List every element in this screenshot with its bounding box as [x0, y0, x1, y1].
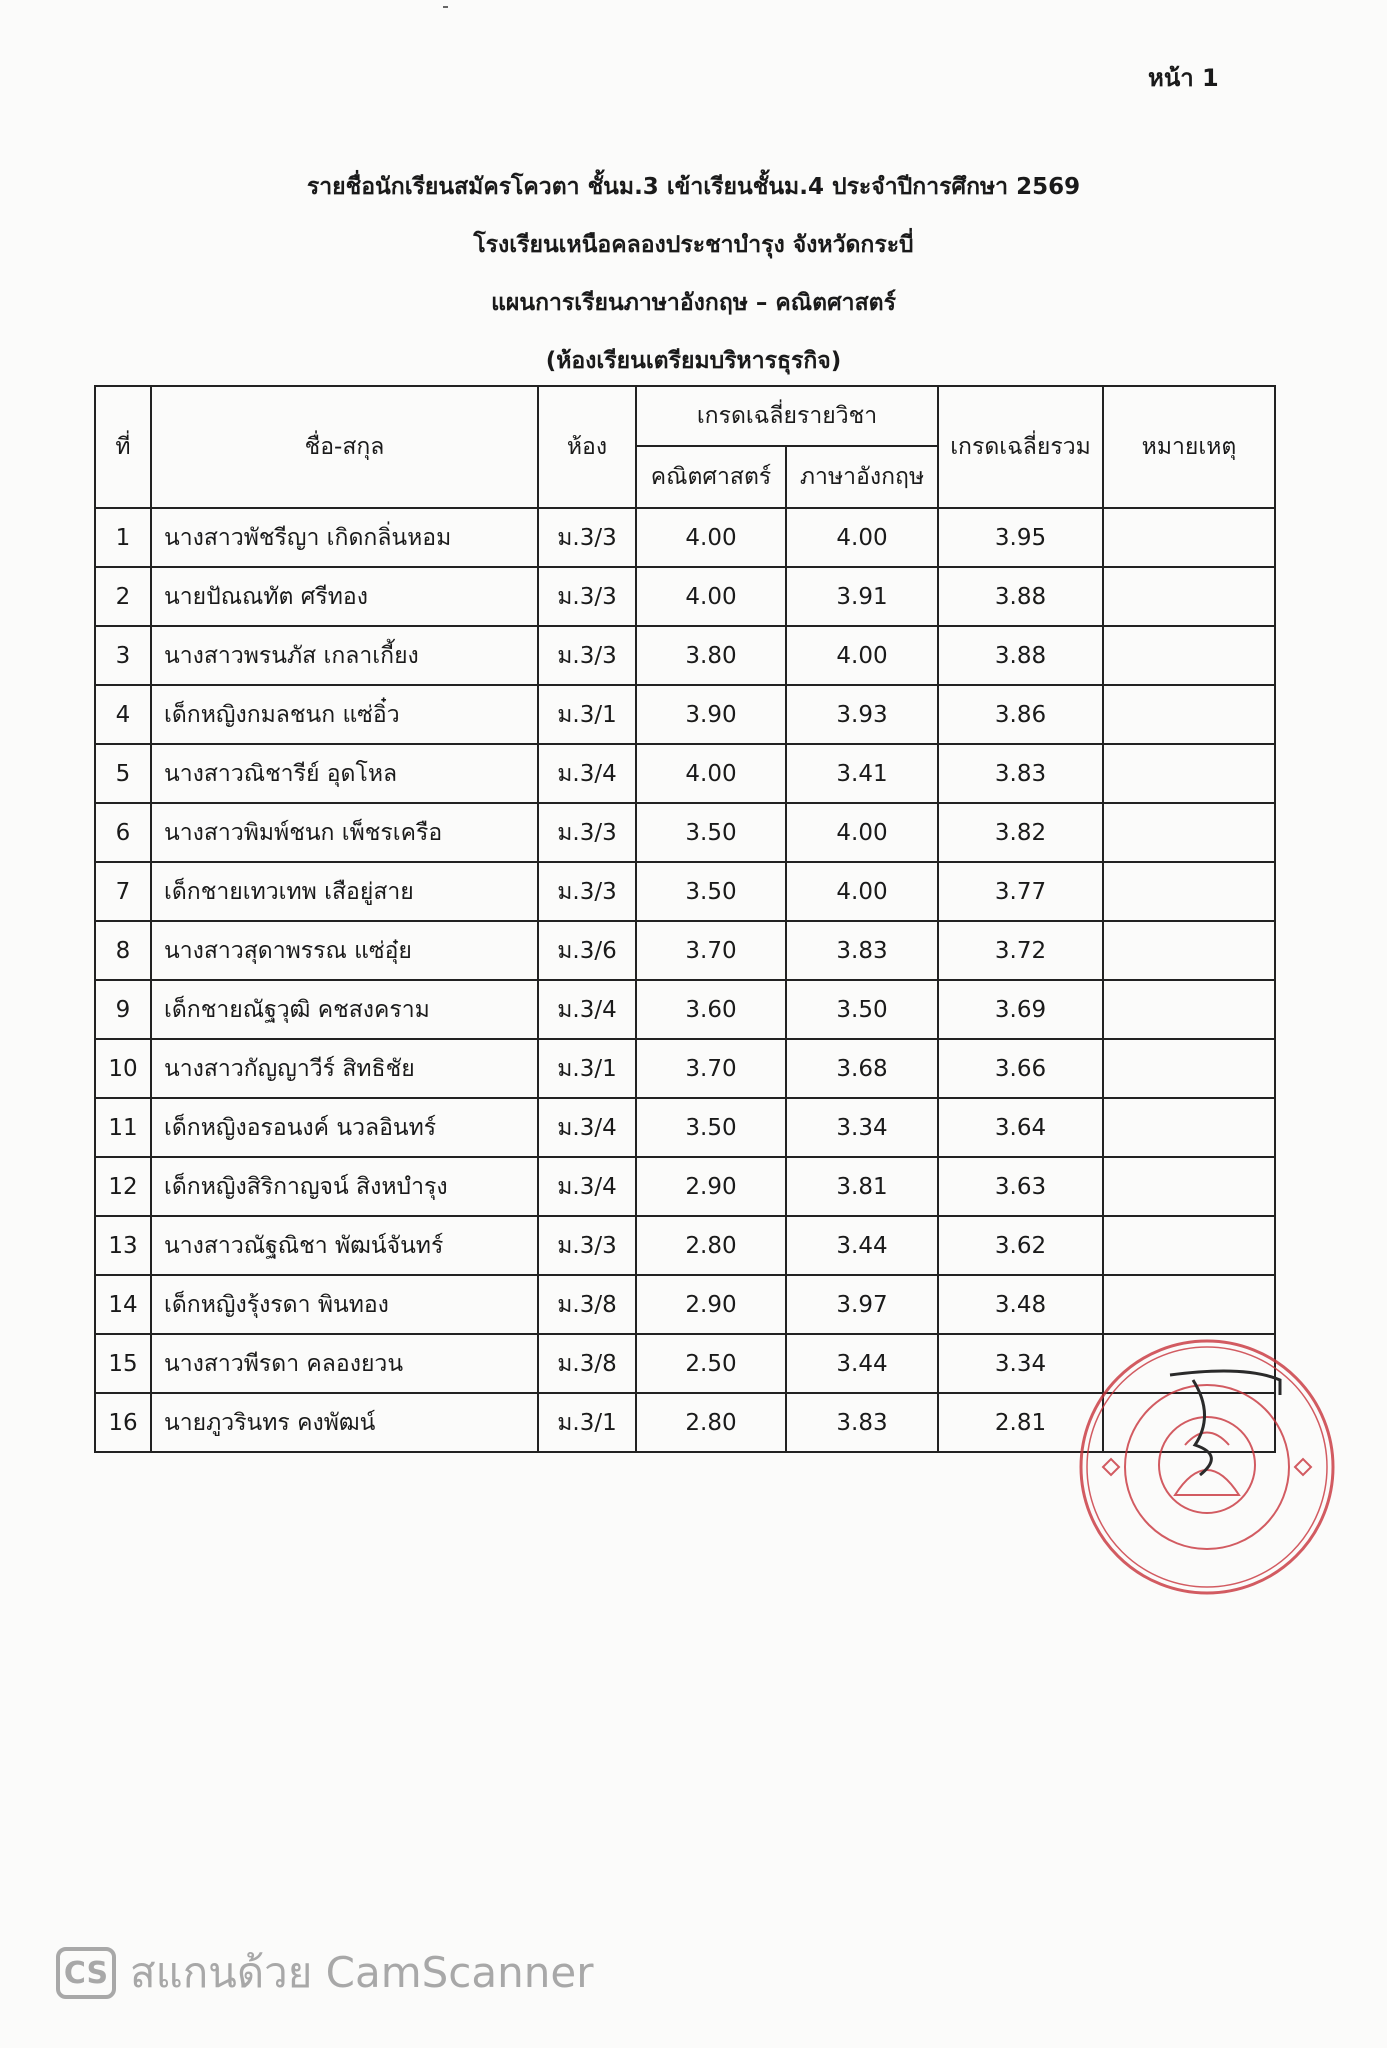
cell-name: นางสาวสุดาพรรณ แซ่อุ๋ย: [151, 921, 538, 980]
cell-overall: 3.66: [938, 1039, 1103, 1098]
cell-overall: 3.34: [938, 1334, 1103, 1393]
page-number: หน้า 1: [1148, 64, 1219, 92]
cell-name: นางสาวพัชรีญา เกิดกลิ่นหอม: [151, 508, 538, 567]
cell-name: นางสาวกัญญาวีร์ สิทธิชัย: [151, 1039, 538, 1098]
cell-english: 3.50: [786, 980, 938, 1039]
title-line-3: แผนการเรียนภาษาอังกฤษ – คณิตศาสตร์: [491, 290, 896, 316]
table-row: [95, 744, 1275, 803]
cell-remark: [1103, 1039, 1275, 1098]
cell-no: 5: [95, 744, 151, 803]
cell-name: เด็กหญิงอรอนงค์ นวลอินทร์: [151, 1098, 538, 1157]
cell-math: 2.80: [636, 1216, 786, 1275]
cell-overall: 3.88: [938, 626, 1103, 685]
camscanner-watermark: [56, 1940, 593, 2006]
cell-no: 12: [95, 1157, 151, 1216]
table-row: [95, 1275, 1275, 1334]
table-row: [95, 803, 1275, 862]
cell-math: 3.80: [636, 626, 786, 685]
cell-room: ม.3/1: [538, 1393, 636, 1452]
cell-remark: [1103, 1275, 1275, 1334]
cell-name: นายภูวรินทร คงพัฒน์: [151, 1393, 538, 1452]
cell-english: 3.83: [786, 1393, 938, 1452]
cell-math: 3.50: [636, 803, 786, 862]
cell-name: นายปัณณทัต ศรีทอง: [151, 567, 538, 626]
cell-math: 3.60: [636, 980, 786, 1039]
camscanner-text: สแกนด้วย CamScanner: [130, 1948, 594, 1997]
cell-no: 6: [95, 803, 151, 862]
table-row: [95, 921, 1275, 980]
title-line-2: โรงเรียนเหนือคลองประชาบำรุง จังหวัดกระบี่: [473, 232, 914, 258]
cell-math: 2.50: [636, 1334, 786, 1393]
cell-no: 8: [95, 921, 151, 980]
table-row: [95, 626, 1275, 685]
cell-overall: 3.82: [938, 803, 1103, 862]
cell-math: 4.00: [636, 744, 786, 803]
table-row: [95, 1157, 1275, 1216]
cell-no: 16: [95, 1393, 151, 1452]
cell-room: ม.3/3: [538, 508, 636, 567]
cell-overall: 3.63: [938, 1157, 1103, 1216]
cell-room: ม.3/8: [538, 1334, 636, 1393]
table-row: [95, 1098, 1275, 1157]
cell-overall: 3.86: [938, 685, 1103, 744]
cell-english: 4.00: [786, 803, 938, 862]
camscanner-logo: CS: [56, 1947, 116, 1999]
cell-overall: 3.83: [938, 744, 1103, 803]
cell-math: 2.90: [636, 1157, 786, 1216]
cell-overall: 3.95: [938, 508, 1103, 567]
cell-room: ม.3/3: [538, 803, 636, 862]
table-body: [95, 508, 1275, 1452]
cell-english: 4.00: [786, 508, 938, 567]
cell-no: 3: [95, 626, 151, 685]
cell-math: 3.70: [636, 1039, 786, 1098]
cell-no: 2: [95, 567, 151, 626]
cell-room: ม.3/1: [538, 685, 636, 744]
cell-room: ม.3/4: [538, 744, 636, 803]
school-seal-stamp: [1075, 1335, 1340, 1600]
cell-no: 11: [95, 1098, 151, 1157]
scan-speck: [443, 6, 448, 8]
table-row: [95, 862, 1275, 921]
cell-english: 3.34: [786, 1098, 938, 1157]
header-remark: หมายเหตุ: [1103, 386, 1275, 508]
cell-room: ม.3/4: [538, 980, 636, 1039]
cell-room: ม.3/8: [538, 1275, 636, 1334]
cell-english: 3.41: [786, 744, 938, 803]
title-line-1: รายชื่อนักเรียนสมัครโควตา ชั้นม.3 เข้าเรียนชั้นม.4 ประจำปีการศึกษา 2569: [306, 174, 1081, 200]
cell-name: นางสาวพิมพ์ชนก เพ็ชรเครือ: [151, 803, 538, 862]
header-english: ภาษาอังกฤษ: [786, 446, 938, 508]
cell-name: เด็กชายณัฐวุฒิ คชสงคราม: [151, 980, 538, 1039]
cell-name: นางสาวณิชารีย์ อุดโหล: [151, 744, 538, 803]
cell-english: 3.97: [786, 1275, 938, 1334]
cell-math: 3.50: [636, 862, 786, 921]
cell-remark: [1103, 744, 1275, 803]
cell-no: 4: [95, 685, 151, 744]
cell-english: 3.83: [786, 921, 938, 980]
cell-math: 3.50: [636, 1098, 786, 1157]
cell-english: 3.91: [786, 567, 938, 626]
cell-name: เด็กชายเทวเทพ เสือยู่สาย: [151, 862, 538, 921]
table-row: [95, 980, 1275, 1039]
cell-name: เด็กหญิงสิริกาญจน์ สิงหบำรุง: [151, 1157, 538, 1216]
cell-english: 4.00: [786, 862, 938, 921]
cell-overall: 3.88: [938, 567, 1103, 626]
cell-english: 3.44: [786, 1216, 938, 1275]
cell-english: 3.81: [786, 1157, 938, 1216]
cell-overall: 3.64: [938, 1098, 1103, 1157]
cell-remark: [1103, 567, 1275, 626]
document-header: [0, 158, 1387, 390]
cell-room: ม.3/3: [538, 567, 636, 626]
cell-room: ม.3/4: [538, 1098, 636, 1157]
cell-remark: [1103, 685, 1275, 744]
cell-overall: 3.72: [938, 921, 1103, 980]
cell-remark: [1103, 921, 1275, 980]
cell-remark: [1103, 1157, 1275, 1216]
cell-math: 3.90: [636, 685, 786, 744]
student-grades-table: [94, 385, 1276, 1453]
table-row: [95, 567, 1275, 626]
cell-math: 3.70: [636, 921, 786, 980]
cell-remark: [1103, 1098, 1275, 1157]
cell-no: 7: [95, 862, 151, 921]
cell-math: 4.00: [636, 567, 786, 626]
cell-overall: 3.69: [938, 980, 1103, 1039]
cell-english: 3.93: [786, 685, 938, 744]
cell-math: 2.90: [636, 1275, 786, 1334]
table-row: [95, 508, 1275, 567]
cell-remark: [1103, 980, 1275, 1039]
cell-remark: [1103, 626, 1275, 685]
cell-name: เด็กหญิงกมลชนก แซ่อิ๋ว: [151, 685, 538, 744]
cell-name: นางสาวพีรดา คลองยวน: [151, 1334, 538, 1393]
cell-english: 4.00: [786, 626, 938, 685]
cell-no: 1: [95, 508, 151, 567]
cell-name: นางสาวณัฐณิชา พัฒน์จันทร์: [151, 1216, 538, 1275]
table-row: [95, 1216, 1275, 1275]
header-subject-group: เกรดเฉลี่ยรายวิชา: [636, 386, 938, 446]
cell-english: 3.68: [786, 1039, 938, 1098]
table-row: [95, 1039, 1275, 1098]
header-overall: เกรดเฉลี่ยรวม: [938, 386, 1103, 508]
cell-overall: 3.77: [938, 862, 1103, 921]
cell-room: ม.3/4: [538, 1157, 636, 1216]
cell-no: 15: [95, 1334, 151, 1393]
cell-no: 9: [95, 980, 151, 1039]
cell-overall: 2.81: [938, 1393, 1103, 1452]
cell-remark: [1103, 1216, 1275, 1275]
cell-remark: [1103, 508, 1275, 567]
cell-math: 2.80: [636, 1393, 786, 1452]
cell-room: ม.3/3: [538, 862, 636, 921]
cell-english: 3.44: [786, 1334, 938, 1393]
cell-name: นางสาวพรนภัส เกลาเกี้ยง: [151, 626, 538, 685]
cell-name: เด็กหญิงรุ้งรดา พินทอง: [151, 1275, 538, 1334]
header-no: ที่: [95, 386, 151, 508]
cell-remark: [1103, 862, 1275, 921]
title-line-4: (ห้องเรียนเตรียมบริหารธุรกิจ): [545, 348, 842, 374]
header-name: ชื่อ-สกุล: [151, 386, 538, 508]
cell-room: ม.3/3: [538, 1216, 636, 1275]
cell-no: 13: [95, 1216, 151, 1275]
cell-math: 4.00: [636, 508, 786, 567]
cell-no: 14: [95, 1275, 151, 1334]
cell-room: ม.3/3: [538, 626, 636, 685]
cell-room: ม.3/6: [538, 921, 636, 980]
header-room: ห้อง: [538, 386, 636, 508]
cell-overall: 3.48: [938, 1275, 1103, 1334]
cell-no: 10: [95, 1039, 151, 1098]
cell-room: ม.3/1: [538, 1039, 636, 1098]
cell-remark: [1103, 803, 1275, 862]
cell-overall: 3.62: [938, 1216, 1103, 1275]
table-row: [95, 685, 1275, 744]
header-math: คณิตศาสตร์: [636, 446, 786, 508]
